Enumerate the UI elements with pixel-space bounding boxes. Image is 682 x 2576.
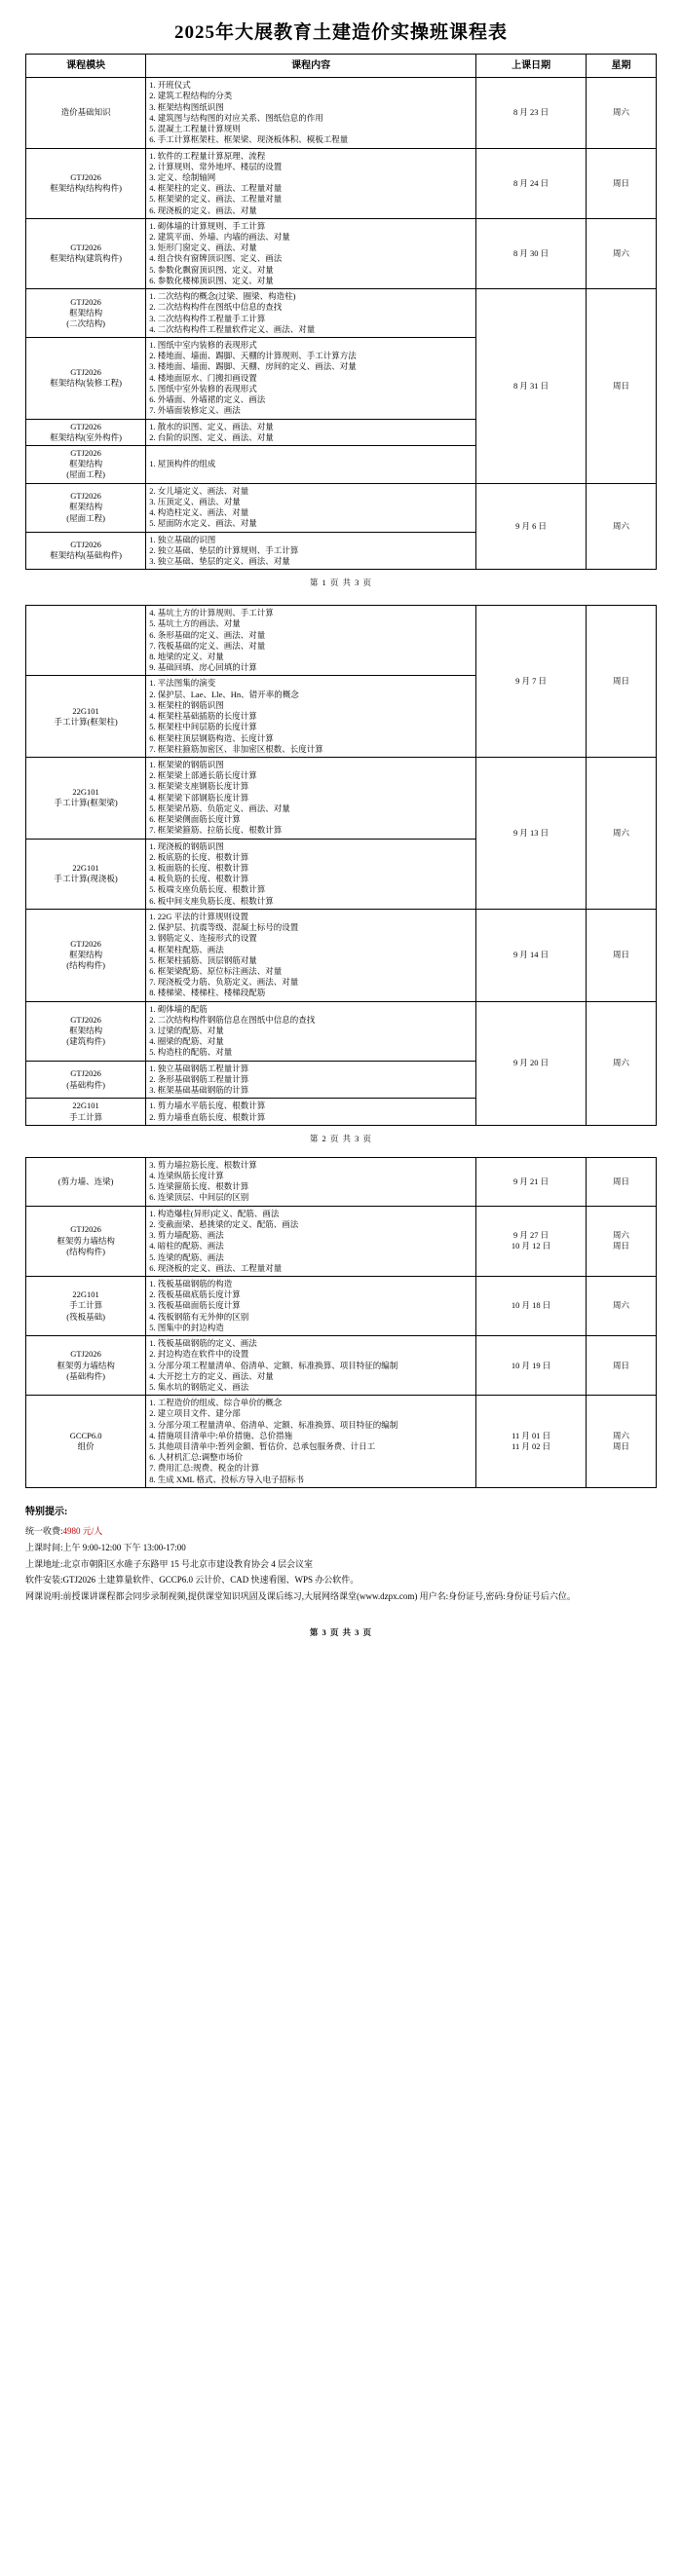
content-line: 3. 楼地面、墙面、踢脚、天棚、房间的定义、画法、对量 [149, 361, 357, 372]
cell-module [26, 676, 146, 758]
cell-week: 周日 [587, 289, 657, 484]
content-line: 6. 人材机汇总:调整市场价 [149, 1452, 244, 1463]
cell-content [146, 909, 476, 1001]
module-label: GTJ2026 框架结构 (结构构件) [66, 938, 105, 971]
content-line: 5. 其他项目清单中:暂列金额、暂估价、总承包服务费、计日工 [149, 1441, 376, 1452]
content-line: 2. 建筑工程结构的分类 [149, 91, 233, 101]
module-label: GCCP6.0 组价 [69, 1430, 102, 1452]
content-line: 4. 基坑土方的计算规则、手工计算 [149, 608, 274, 618]
content-line: 1. 筏板基础钢筋的构造 [149, 1278, 233, 1288]
table-row [26, 758, 657, 840]
cell-content [146, 419, 476, 445]
notes-line: 上课时间:上午 9:00-12:00 下午 13:00-17:00 [25, 1543, 186, 1553]
cell-week: 周六 [587, 78, 657, 148]
table-row [26, 1157, 657, 1206]
content-line: 7. 框架梁箍筋、拉筋长度、根数计算 [149, 825, 283, 836]
content-line: 4. 措施项目清单中:单价措施、总价措施 [149, 1430, 293, 1440]
cell-date: 10 月 18 日 [476, 1276, 587, 1335]
module-label: (剪力墙、连梁) [57, 1176, 114, 1186]
content-line: 6. 板中间支座负筋长度、根数计算 [149, 895, 274, 906]
content-line: 4. 楼地面原水、门搬扣画设置 [149, 372, 257, 383]
cell-module [26, 758, 146, 840]
content-line: 6. 现浇板的定义、画法、对量 [149, 205, 257, 215]
cell-module [26, 839, 146, 909]
content-line: 6. 框架梁配筋、原位标注画法、对量 [149, 965, 283, 976]
content-line: 4. 二次结构构件工程量软件定义、画法、对量 [149, 323, 316, 334]
content-line: 5. 框架梁的定义、画法、工程量对量 [149, 194, 283, 205]
content-line: 6. 框架梁侧面筋长度计算 [149, 814, 241, 825]
notes-heading: 特别提示: [25, 1506, 68, 1517]
cell-content [146, 445, 476, 483]
content-line: 5. 参数化飘窗顶识图、定义、对量 [149, 264, 274, 275]
cell-module [26, 1396, 146, 1488]
table-row [26, 148, 657, 218]
cell-content [146, 1396, 476, 1488]
content-line: 2. 保护层、抗震等级、混凝土标号的设置 [149, 922, 299, 933]
content-line: 5. 图集中的封边构造 [149, 1322, 224, 1332]
content-line: 1. 独立基础的识图 [149, 534, 216, 544]
content-line: 3. 分部分项工程量清单、俗清单、定额、标准换算、项目特征的编制 [149, 1360, 398, 1370]
cell-content [146, 148, 476, 218]
content-line: 3. 框架梁支座钢筋长度计算 [149, 781, 249, 792]
notes-line: 网课说明:前授课讲课程都会同步录制视频,提供课堂知识巩固及课后练习,大展网络课堂(www.dzpx.com) 用户名:身份证号,密码:身份证号后六位。 [25, 1590, 576, 1601]
cell-content [146, 338, 476, 420]
table-row [26, 78, 657, 148]
cell-content [146, 1336, 476, 1396]
content-line: 1. 筏板基础钢筋的定义、画法 [149, 1338, 257, 1349]
content-line: 3. 板面筋的长度、根数计算 [149, 862, 249, 873]
content-line: 8. 楼梯梁、楼梯柱、楼梯段配筋 [149, 988, 266, 998]
content-line: 1. 框架梁的钢筋识图 [149, 760, 224, 769]
cell-module [26, 78, 146, 148]
cell-week: 周六 [587, 218, 657, 288]
content-line: 5. 基坑土方的画法、对量 [149, 618, 241, 629]
cell-date: 8 月 24 日 [476, 148, 587, 218]
content-line: 3. 剪力墙拉筋长度、根数计算 [149, 1159, 257, 1170]
content-line: 3. 框架结构图纸识图 [149, 101, 224, 112]
content-line: 5. 构造柱的配筋、对量 [149, 1047, 233, 1058]
cell-content [146, 1001, 476, 1061]
page-title: 2025年大展教育土建造价实操班课程表 [173, 22, 508, 43]
cell-module [26, 445, 146, 483]
cell-module [26, 289, 146, 338]
content-line: 6. 现浇板的定义、画法、工程量对量 [149, 1262, 283, 1273]
module-label: GTJ2026 框架结构(室外构件) [50, 421, 122, 442]
cell-week: 周日 [587, 606, 657, 758]
module-label: 22G101 手工计算(现浇板) [54, 862, 118, 884]
content-line: 4. 组合快有窗牌顶识图、定义、画法 [149, 253, 283, 264]
content-line: 2. 建筑平面、外墙、内墙的画法、对量 [149, 232, 290, 243]
cell-content [146, 289, 476, 338]
content-line: 4. 大开挖土方的定义、画法、对量 [149, 1370, 274, 1381]
cell-date: 10 月 19 日 [476, 1336, 587, 1396]
module-label: GTJ2026 框架结构 (建筑构件) [66, 1014, 105, 1047]
module-label: GTJ2026 框架结构 (屋面工程) [66, 447, 105, 480]
table-header-row [26, 55, 657, 78]
module-label: 造价基础知识 [60, 107, 111, 118]
module-label: 22G101 手工计算(框架梁) [54, 787, 118, 808]
cell-week: 周六 [587, 1276, 657, 1335]
content-line: 4. 连梁纵筋长度计算 [149, 1171, 224, 1180]
content-line: 2. 独立基础、垫层的计算规则、手工计算 [149, 544, 299, 555]
content-line: 2. 台阶的识图、定义、画法、对量 [149, 431, 274, 442]
cell-module [26, 419, 146, 445]
cell-date: 9 月 7 日 [476, 606, 587, 758]
schedule-table-page3 [25, 1157, 657, 1488]
cell-content [146, 1276, 476, 1335]
content-line: 3. 过梁的配筋、对量 [149, 1026, 224, 1036]
cell-date: 8 月 31 日 [476, 289, 587, 484]
cell-week: 周六 [587, 1001, 657, 1125]
content-line: 5. 框架梁吊筋、负筋定义、画法、对量 [149, 803, 290, 813]
cell-content [146, 1206, 476, 1276]
content-line: 3. 筏板基础面筋长度计算 [149, 1300, 241, 1311]
content-line: 5. 框架柱插筋、顶层钢筋对量 [149, 954, 257, 965]
page-break-2: 第 2 页 共 3 页 [309, 1133, 373, 1143]
content-line: 2. 楼地面、墙面、踢脚、天棚的计算规则、手工计算方法 [149, 351, 357, 361]
module-label: GTJ2026 框架结构(结构构件) [50, 171, 122, 194]
cell-week: 周六 [587, 483, 657, 570]
content-line: 1. 构造爆柱(异形)定义、配筋、画法 [149, 1208, 280, 1218]
content-line: 5. 图纸中室外装修的表现形式 [149, 383, 257, 393]
content-line: 1. 开班仪式 [149, 80, 191, 91]
content-line: 4. 框架柱的定义、画法、工程量对量 [149, 183, 283, 194]
page-break-1: 第 1 页 共 3 页 [309, 578, 373, 588]
content-line: 4. 圈梁的配筋、对量 [149, 1036, 224, 1047]
module-label: GTJ2026 框架剪力墙结构 (基础构件) [57, 1349, 115, 1381]
col-header-content: 课程内容 [146, 55, 476, 78]
module-label: GTJ2026 框架结构(建筑构件) [50, 243, 122, 264]
content-line: 3. 压顶定义、画法、对量 [149, 496, 241, 506]
content-line: 3. 独立基础、垫层的定义、画法、对量 [149, 555, 290, 566]
content-line: 2. 框架梁上部通长筋长度计算 [149, 770, 257, 781]
content-line: 2. 封边构造在软件中的设置 [149, 1349, 249, 1360]
content-line: 3. 定义、绘制轴网 [149, 171, 216, 182]
cell-date: 9 月 13 日 [476, 758, 587, 910]
module-label: 22G101 手工计算 [69, 1101, 103, 1122]
content-line: 1. 剪力墙水平筋长度、根数计算 [149, 1101, 266, 1111]
content-line: 8. 生成 XML 格式、投标方导入电子招标书 [149, 1474, 305, 1484]
content-line: 2. 二次结构构件在图纸中信息的查找 [149, 302, 283, 313]
cell-date: 11 月 01 日 11 月 02 日 [476, 1396, 587, 1488]
content-line: 1. 砌体墙的配筋 [149, 1003, 208, 1014]
content-line: 5. 混凝土工程量计算规则 [149, 124, 241, 134]
cell-date: 9 月 6 日 [476, 483, 587, 570]
table-row [26, 218, 657, 288]
notes-line: 上课地址:北京市朝阳区水碓子东路甲 15 号北京市建设教育协会 4 层会议室 [25, 1558, 314, 1569]
cell-week: 周日 [587, 1157, 657, 1206]
cell-module [26, 606, 146, 676]
cell-content [146, 78, 476, 148]
content-line: 3. 矩形门窗定义、画法、对量 [149, 243, 257, 253]
table-row [26, 1001, 657, 1061]
content-line: 5. 集水坑的钢筋定义、画法 [149, 1381, 249, 1392]
col-header-week: 星期 [587, 55, 657, 78]
content-line: 8. 地梁的定义、对量 [149, 652, 224, 662]
content-line: 2. 板底筋的长度、根数计算 [149, 851, 249, 862]
cell-date: 9 月 20 日 [476, 1001, 587, 1125]
cell-module [26, 483, 146, 532]
cell-module [26, 532, 146, 570]
content-line: 4. 框架柱基础插筋的长度计算 [149, 711, 257, 722]
cell-module [26, 1001, 146, 1061]
content-line: 3. 分部分项工程量清单、俗清单、定额、标准换算、项目特征的编制 [149, 1419, 398, 1430]
module-label: 22G101 手工计算 (筏板基础) [66, 1289, 105, 1322]
cell-content [146, 606, 476, 676]
content-line: 4. 板负筋的长度、根数计算 [149, 874, 249, 884]
content-line: 2. 变截面梁、悬挑梁的定义、配筋、画法 [149, 1218, 299, 1229]
content-line: 1. 屋顶构件的组成 [149, 459, 216, 469]
cell-module [26, 338, 146, 420]
content-line: 3. 框架基础基础钢筋的计算 [149, 1085, 249, 1096]
content-line: 2. 计算规则、常外地坪、楼层的设置 [149, 161, 283, 171]
content-line: 1. 独立基础钢筋工程量计算 [149, 1063, 249, 1073]
content-line: 1. 图纸中室内装修的表现形式 [149, 340, 257, 350]
content-line: 2. 二次结构构件钢筋信息在图纸中信息的查找 [149, 1014, 316, 1025]
content-line: 3. 二次结构构件工程量手工计算 [149, 313, 266, 323]
cell-date: 9 月 21 日 [476, 1157, 587, 1206]
content-line: 1. 软件的工程量计算原理、流程 [149, 150, 266, 161]
content-line: 9. 基础回填、房心回填的计算 [149, 662, 257, 673]
table-row [26, 1206, 657, 1276]
content-line: 7. 筏板基础的定义、画法、对量 [149, 640, 266, 651]
table-row [26, 289, 657, 338]
content-line: 2. 条形基础钢筋工程量计算 [149, 1073, 249, 1084]
page-break-3: 第 3 页 共 3 页 [309, 1626, 373, 1637]
table-row [26, 483, 657, 532]
content-line: 1. 现浇板的钢筋识图 [149, 840, 224, 851]
cell-module [26, 1157, 146, 1206]
content-line: 7. 现浇板受力筋、负筋定义、画法、对量 [149, 977, 299, 988]
module-label: GTJ2026 框架结构 (屋面工程) [66, 491, 105, 523]
content-line: 1. 散水的识图、定义、画法、对量 [149, 421, 274, 431]
content-line: 2. 女儿墙定义、画法、对量 [149, 485, 249, 496]
content-line: 1. 二次结构的概念(过梁、圈梁、构造柱) [149, 291, 296, 302]
content-line: 4. 暗柱的配筋、画法 [149, 1241, 224, 1251]
module-label: GTJ2026 框架结构(基础构件) [50, 540, 122, 561]
content-line: 7. 框架柱箍筋加密区、非加密区根数、长度计算 [149, 743, 323, 754]
col-header-module: 课程模块 [26, 55, 146, 78]
cell-content [146, 218, 476, 288]
content-line: 4. 框架梁下部钢筋长度计算 [149, 792, 249, 803]
schedule-table-page2 [25, 605, 657, 1126]
content-line: 5. 连梁的配筋、画法 [149, 1251, 224, 1262]
content-line: 4. 建筑图与结构图的对应关系、图纸信息的作用 [149, 112, 323, 123]
notes-section [25, 1504, 657, 1605]
cell-content [146, 1099, 476, 1125]
cell-date: 8 月 30 日 [476, 218, 587, 288]
cell-content [146, 758, 476, 840]
content-line: 7. 外墙面装修定义、画法 [149, 405, 241, 416]
content-line: 2. 筏板基础底筋长度计算 [149, 1289, 241, 1300]
table-row [26, 909, 657, 1001]
module-label: 22G101 手工计算(框架柱) [54, 705, 118, 727]
content-line: 1. 砌体墙的计算规则、手工计算 [149, 220, 266, 231]
content-line: 1. 平法图集的演变 [149, 678, 216, 689]
cell-content [146, 1157, 476, 1206]
content-line: 6. 手工计算框架柱、框架梁、现浇板体积、模板工程量 [149, 134, 349, 145]
cell-week: 周六 [587, 758, 657, 910]
cell-week: 周六 周日 [587, 1396, 657, 1488]
content-line: 6. 连梁顶层、中间层的区别 [149, 1192, 249, 1203]
content-line: 2. 剪力墙垂直筋长度、根数计算 [149, 1111, 266, 1122]
cell-module [26, 909, 146, 1001]
content-line: 4. 构造柱定义、画法、对量 [149, 507, 249, 518]
module-label: GTJ2026 (基础构件) [66, 1068, 105, 1090]
cell-module [26, 218, 146, 288]
cell-week: 周六 周日 [587, 1206, 657, 1276]
content-line: 5. 连梁箍筋长度、根数计算 [149, 1181, 249, 1192]
content-line: 3. 钢筋定义、连接形式的设置 [149, 933, 257, 944]
cell-date: 8 月 23 日 [476, 78, 587, 148]
module-label: GTJ2026 框架结构(装修工程) [50, 367, 122, 389]
table-row [26, 606, 657, 676]
module-label: GTJ2026 框架结构 (二次结构) [66, 296, 105, 329]
price-value: 4980 元/人 [62, 1526, 103, 1537]
col-header-date: 上课日期 [476, 55, 587, 78]
cell-week: 周日 [587, 148, 657, 218]
cell-content [146, 676, 476, 758]
cell-content [146, 483, 476, 532]
cell-content [146, 1061, 476, 1099]
cell-module [26, 1276, 146, 1335]
cell-content [146, 532, 476, 570]
table-row [26, 1336, 657, 1396]
content-line: 4. 筏板钢筋有无外伸的区别 [149, 1311, 249, 1322]
cell-week: 周日 [587, 909, 657, 1001]
content-line: 3. 剪力墙配筋、画法 [149, 1230, 224, 1241]
cell-date: 9 月 14 日 [476, 909, 587, 1001]
content-line: 6. 条形基础的定义、画法、对量 [149, 629, 266, 640]
content-line: 5. 屋面防水定义、画法、对量 [149, 518, 257, 529]
content-line: 6. 框架柱顶层钢筋构造、长度计算 [149, 732, 274, 743]
content-line: 5. 板端支座负筋长度、根数计算 [149, 884, 266, 895]
content-line: 6. 外墙面、外墙裙的定义、画法 [149, 394, 266, 405]
content-line: 5. 框架柱中间层筋的长度计算 [149, 722, 257, 732]
table-row [26, 1396, 657, 1488]
cell-date: 9 月 27 日 10 月 12 日 [476, 1206, 587, 1276]
content-line: 4. 框架柱配筋、画法 [149, 944, 224, 954]
notes-line [25, 1523, 657, 1540]
content-line: 3. 框架柱的钢筋识图 [149, 699, 224, 710]
content-line: 2. 建立项目文件、建分部 [149, 1408, 241, 1419]
cell-module [26, 1061, 146, 1099]
content-line: 6. 参数化楼梯顶识图、定义、对量 [149, 275, 274, 285]
content-line: 2. 保护层、Lae、Lle、Hn、错开率的概念 [149, 689, 299, 699]
content-line: 1. 工程造价的组成、综合单价的概念 [149, 1398, 283, 1408]
module-label: GTJ2026 框架剪力墙结构 (结构构件) [57, 1224, 115, 1256]
cell-module [26, 1336, 146, 1396]
schedule-table-page1 [25, 54, 657, 570]
cell-module [26, 1206, 146, 1276]
content-line: 1. 22G 平法的计算规则设置 [149, 911, 248, 921]
cell-content [146, 839, 476, 909]
table-row [26, 1276, 657, 1335]
notes-line: 软件安装:GTJ2026 土建算量软件、GCCP6.0 云计价、CAD 快速看图、WPS 办公软件。 [25, 1575, 360, 1586]
cell-week: 周日 [587, 1336, 657, 1396]
cell-module [26, 1099, 146, 1125]
content-line: 7. 费用汇总:规费、税金的计算 [149, 1463, 260, 1474]
cell-module [26, 148, 146, 218]
notes-line-text: 统一收费: [25, 1526, 63, 1537]
